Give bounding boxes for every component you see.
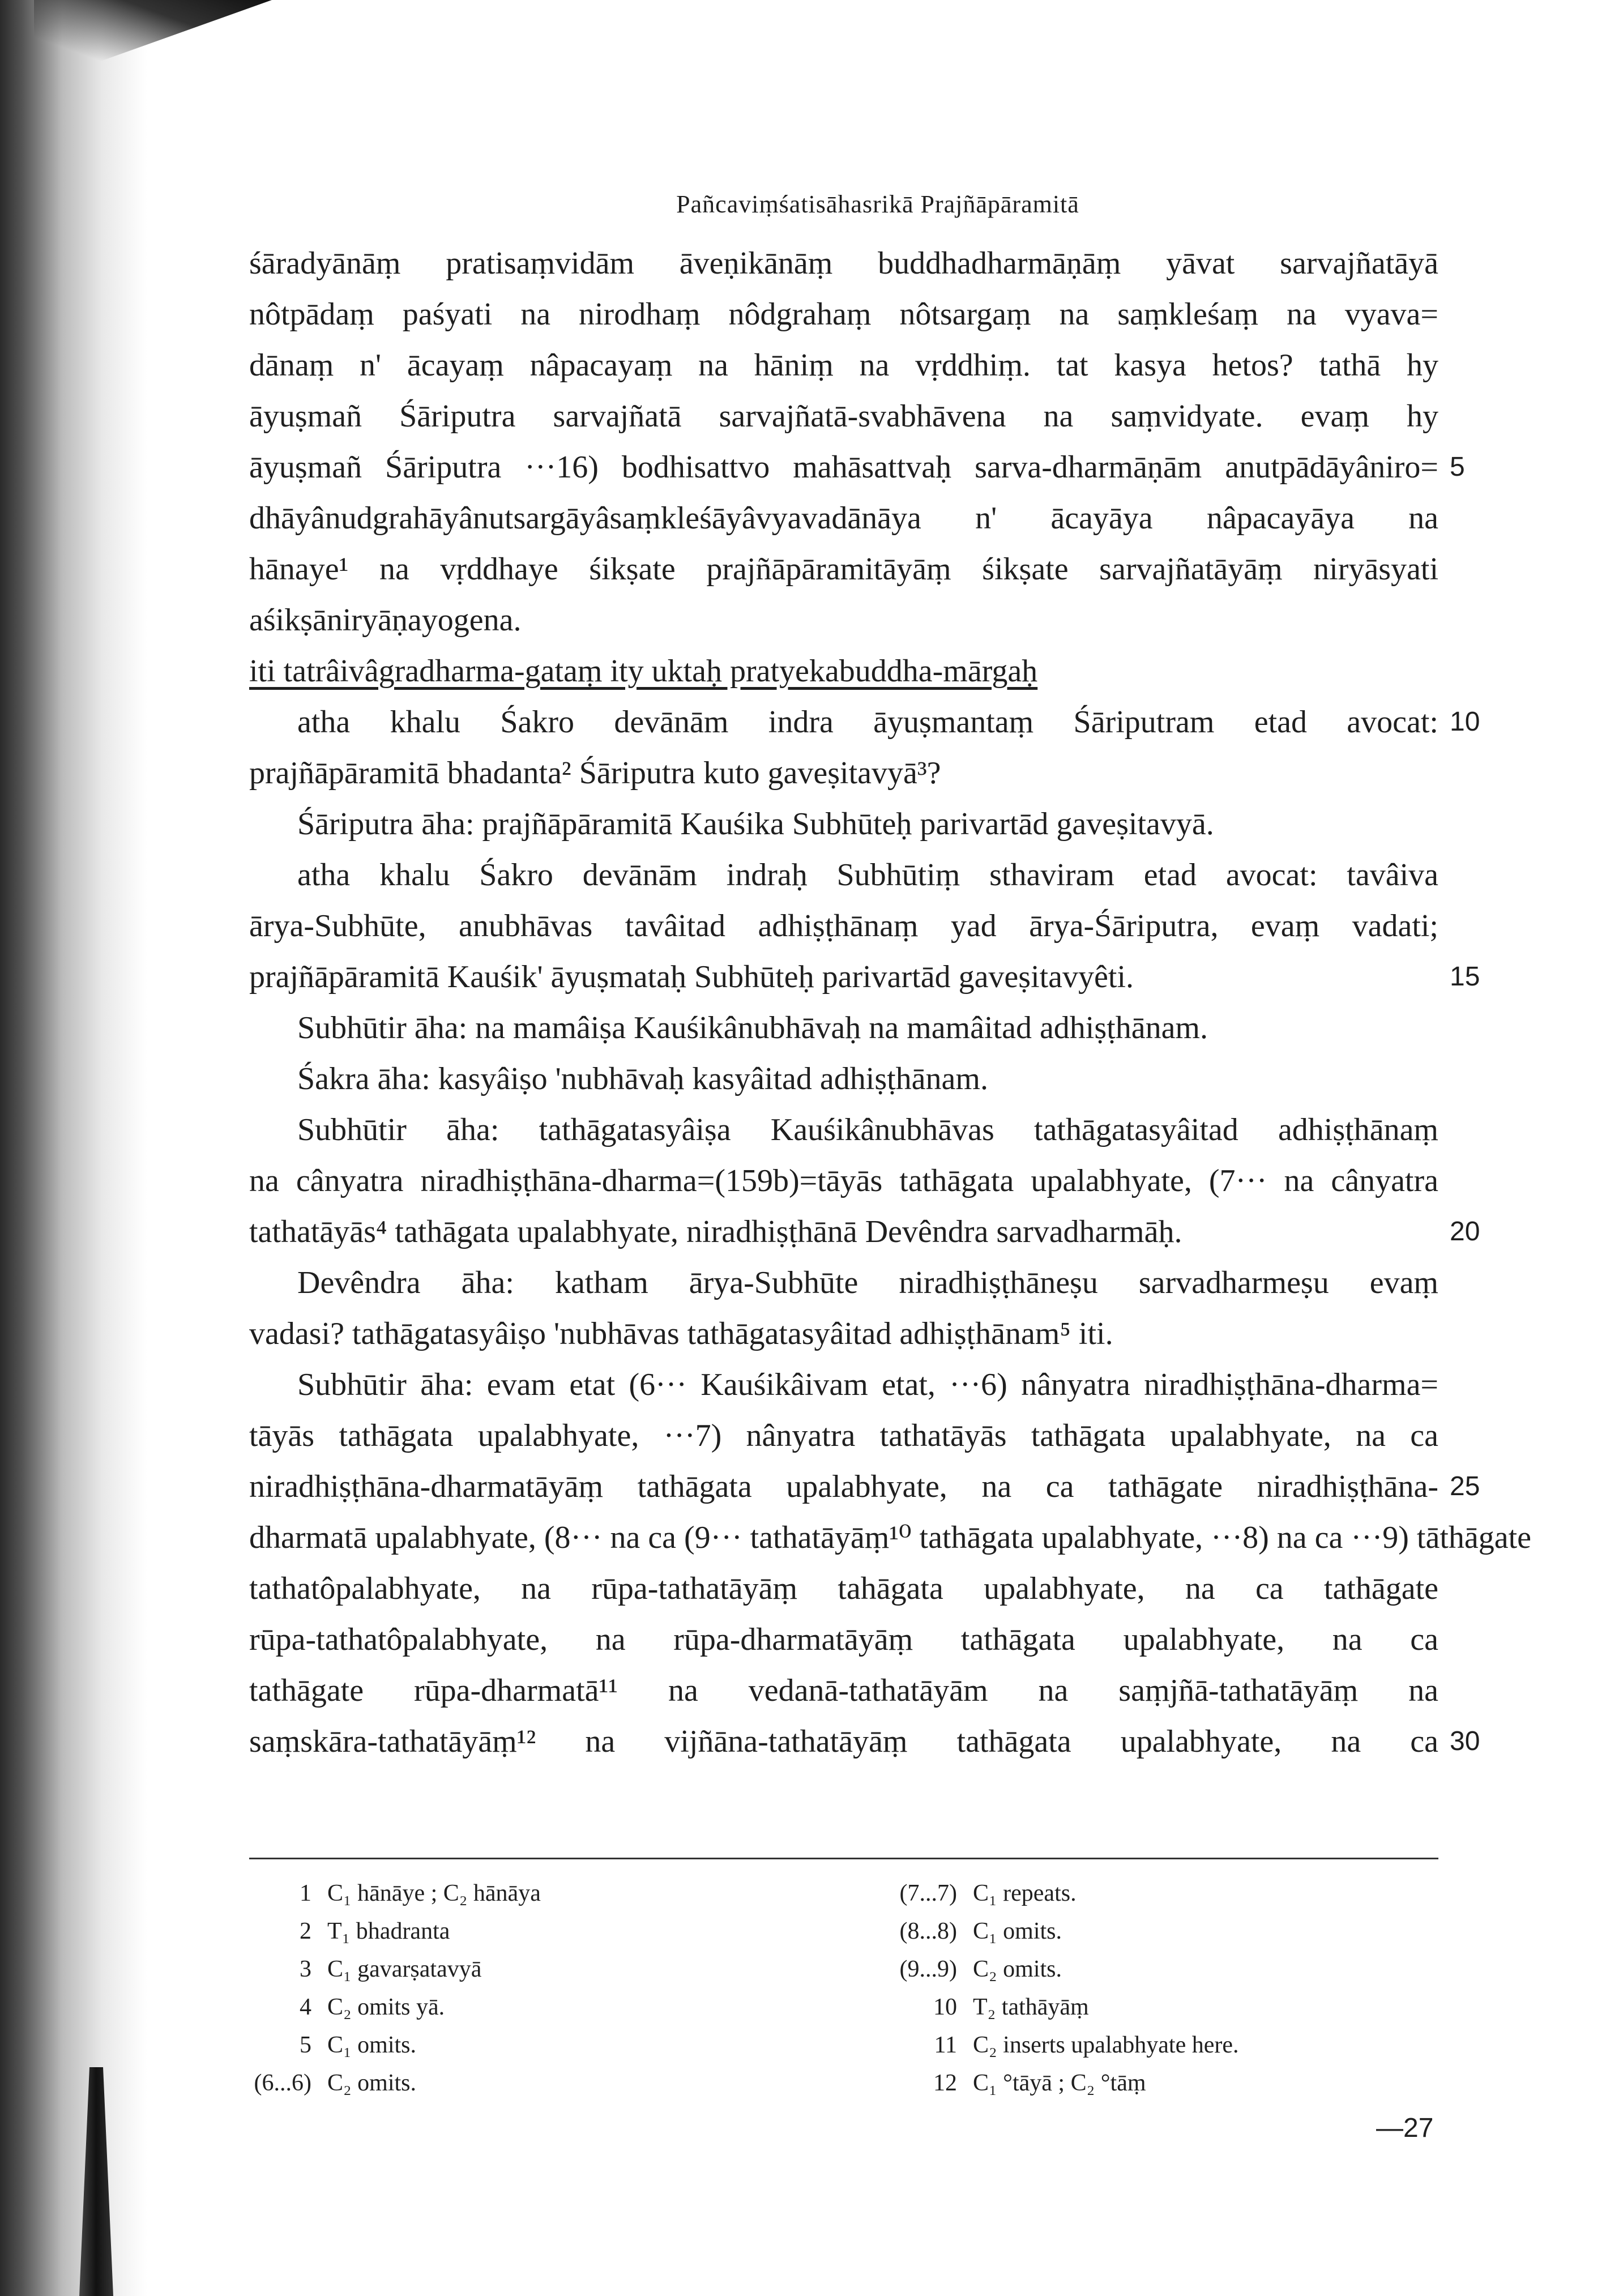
footnote-text: C₂ omits.: [327, 2070, 417, 2096]
text-line: [249, 646, 1438, 697]
footnote-key: 2: [300, 1918, 311, 1944]
text-line: [249, 1308, 1438, 1359]
footnote-key: (6...6): [254, 2070, 311, 2096]
text-line: [249, 1002, 1438, 1053]
text-line-content: tathatāyās⁴ tathāgata upalabhyate, niradhiṣṭhānā Devêndra sarvadharmāḥ.: [249, 1214, 1182, 1249]
text-line: [249, 340, 1438, 391]
line-number: 5: [1450, 452, 1465, 482]
text-line-content: saṃskāra-tathatāyāṃ¹² na vijñāna-tathatāyāṃ tathāgata upalabhyate, na ca: [249, 1724, 1438, 1759]
footnote-key: (8...8): [899, 1918, 957, 1944]
footnote-key: 4: [300, 1994, 311, 2020]
text-line-content: Śāriputra āha: prajñāpāramitā Kauśika Subhūteḥ parivartād gaveṣitavyā.: [297, 806, 1214, 842]
text-line: [249, 1461, 1480, 1512]
footnotes-left: [249, 1875, 815, 2102]
text-line: [249, 1665, 1438, 1716]
text-line-content: ārya-Subhūte, anubhāvas tavâitad adhiṣṭhānaṃ yad ārya-Śāriputra, evaṃ vadati;: [249, 908, 1438, 944]
footnote: [895, 1988, 1461, 2026]
text-line: [249, 1614, 1438, 1665]
text-line: [249, 901, 1438, 951]
page-number: —27: [1376, 2113, 1434, 2143]
text-line-content: śāradyānāṃ pratisaṃvidām āveṇikānāṃ buddhadharmāṇāṃ yāvat sarvajñatāyā: [249, 246, 1438, 281]
text-line: [249, 1563, 1438, 1614]
text-line: [249, 1359, 1438, 1410]
text-line-content: prajñāpāramitā Kauśik' āyuṣmataḥ Subhūteḥ parivartād gaveṣitavyêti.: [249, 959, 1134, 995]
footnote: [249, 2064, 815, 2102]
text-line-content: Subhūtir āha: na mamâiṣa Kauśikânubhāvaḥ na mamâitad adhiṣṭhānam.: [297, 1010, 1208, 1045]
footnote-text: C₂ omits yā.: [327, 1994, 445, 2020]
footnote-key: 3: [300, 1956, 311, 1982]
text-line-content: atha khalu Śakro devānām indraḥ Subhūtiṃ sthaviram etad avocat: tavâiva: [297, 857, 1438, 893]
text-line: [249, 1053, 1438, 1104]
text-line: [249, 391, 1438, 442]
text-line-content: Subhūtir āha: tathāgatasyâiṣa Kauśikânubhāvas tathāgatasyâitad adhiṣṭhānaṃ: [297, 1112, 1438, 1147]
text-line-content: dhāyânudgrahāyânutsargāyâsaṃkleśāyâvyavadānāya n' ācayāya nâpacayāya na: [249, 501, 1438, 536]
footnote-key: 12: [933, 2070, 957, 2096]
text-line: [249, 850, 1438, 901]
text-line-content: rūpa-tathatôpalabhyate, na rūpa-dharmatāyāṃ tathāgata upalabhyate, na ca: [249, 1622, 1438, 1657]
text-line: [249, 1206, 1480, 1257]
line-number: 10: [1450, 707, 1480, 737]
text-line: [249, 748, 1438, 799]
footnote-text: C₁ °tāyā ; C₂ °tāṃ: [973, 2070, 1146, 2096]
footnote-text: C₁ gavarṣatavyā: [327, 1956, 482, 1982]
text-line: [249, 1257, 1438, 1308]
text-line: [249, 442, 1465, 493]
text-line-content: tathāgate rūpa-dharmatā¹¹ na vedanā-tathatāyām na saṃjñā-tathatāyāṃ na: [249, 1673, 1438, 1708]
text-line-content: dharmatā upalabhyate, (8··· na ca (9··· tathatāyāṃ¹⁰ tathāgata upalabhyate, ···8) na ca ···9) tāthāgate: [249, 1520, 1532, 1555]
text-line: [249, 289, 1438, 340]
text-line-content: dānaṃ n' ācayaṃ nâpacayaṃ na hāniṃ na vṛddhiṃ. tat kasya hetos? tathā hy: [249, 348, 1438, 383]
text-line-content: Śakra āha: kasyâiṣo 'nubhāvaḥ kasyâitad adhiṣṭhānam.: [297, 1061, 988, 1096]
book-binding-shadow: [0, 0, 147, 2296]
line-number: 25: [1450, 1471, 1480, 1501]
line-number: 15: [1450, 962, 1480, 992]
footnote: [895, 1875, 1461, 1913]
text-line-content: atha khalu Śakro devānām indra āyuṣmantaṃ Śāriputram etad avocat:: [297, 705, 1438, 740]
text-line: [249, 951, 1480, 1002]
footnote-text: C₁ omits.: [973, 1918, 1062, 1944]
text-line-content: tathatôpalabhyate, na rūpa-tathatāyāṃ tahāgata upalabhyate, na ca tathāgate: [249, 1571, 1438, 1606]
footnote: [249, 2026, 815, 2064]
text-line: [249, 799, 1438, 850]
text-line-content: tāyās tathāgata upalabhyate, ···7) nânyatra tathatāyās tathāgata upalabhyate, na ca: [249, 1418, 1438, 1453]
text-line: [249, 544, 1438, 595]
footnote: [249, 1988, 815, 2026]
text-line-content: hānaye¹ na vṛddhaye śikṣate prajñāpāramitāyāṃ śikṣate sarvajñatāyāṃ niryāsyati: [249, 552, 1438, 587]
text-line-content: niradhiṣṭhāna-dharmatāyāṃ tathāgata upalabhyate, na ca tathāgate niradhiṣṭhāna-: [249, 1469, 1438, 1504]
text-line: [249, 1512, 1532, 1563]
footnote-key: (7...7): [899, 1880, 957, 1906]
footnote-text: C₂ inserts upalabhyate here.: [973, 2032, 1239, 2058]
text-line: [249, 493, 1438, 544]
text-line-content: āyuṣmañ Śāriputra sarvajñatā sarvajñatā-svabhāvena na saṃvidyate. evaṃ hy: [249, 399, 1438, 434]
footnote: [895, 2064, 1461, 2102]
footnote: [249, 1913, 815, 1951]
footnote-key: (9...9): [899, 1956, 957, 1982]
text-line-content: prajñāpāramitā bhadanta² Śāriputra kuto gaveṣitavyā³?: [249, 756, 941, 791]
binding-corner-shadow: [34, 0, 272, 68]
line-number: 30: [1450, 1726, 1480, 1756]
footnote-key: 1: [300, 1880, 311, 1906]
footnote-key: 11: [934, 2032, 957, 2058]
text-line-content: vadasi? tathāgatasyâiṣo 'nubhāvas tathāgatasyâitad adhiṣṭhānam⁵ iti.: [249, 1316, 1113, 1351]
footnote: [895, 1951, 1461, 1988]
footnote-text: T₁ bhadranta: [327, 1918, 450, 1944]
text-line: [249, 238, 1438, 289]
text-line-content: nôtpādaṃ paśyati na nirodhaṃ nôdgrahaṃ nôtsargaṃ na saṃkleśaṃ na vyava=: [249, 297, 1438, 332]
text-line-content: āyuṣmañ Śāriputra ···16) bodhisattvo mahāsattvaḥ sarva-dharmāṇām anutpādāyâniro=: [249, 450, 1438, 485]
footnote-key: 10: [933, 1994, 957, 2020]
running-head: Pañcaviṃśatisāhasrikā Prajñāpāramitā: [676, 190, 1079, 218]
text-line: [249, 1104, 1438, 1155]
text-line: [249, 1716, 1480, 1767]
footnote-text: C₁ omits.: [327, 2032, 417, 2058]
footnote-text: C₂ omits.: [973, 1956, 1062, 1982]
text-line-content: aśikṣāniryāṇayogena.: [249, 603, 522, 638]
footnote-key: 5: [300, 2032, 311, 2058]
footnote: [895, 2026, 1461, 2064]
footnote-text: C₁ hānāye ; C₂ hānāya: [327, 1880, 541, 1906]
footnote: [249, 1951, 815, 1988]
text-line: [249, 1410, 1438, 1461]
footnotes-right: [895, 1875, 1461, 2102]
footnote-text: T₂ tathāyāṃ: [973, 1994, 1089, 2020]
text-line-content: Subhūtir āha: evam etat (6··· Kauśikâivam etat, ···6) nânyatra niradhiṣṭhāna-dharma=: [297, 1367, 1438, 1402]
line-number: 20: [1450, 1217, 1480, 1247]
footnote-rule: [249, 1858, 1438, 1859]
main-text: [249, 238, 1532, 1767]
text-line-content: iti tatrâivâgradharma-gataṃ ity uktaḥ pratyekabuddha-mārgaḥ: [249, 654, 1038, 689]
text-line-content: na cânyatra niradhiṣṭhāna-dharma=(159b)=tāyās tathāgata upalabhyate, (7··· na cânyatra: [249, 1163, 1438, 1198]
text-line: [249, 697, 1480, 748]
footnote: [249, 1875, 815, 1913]
footnote: [895, 1913, 1461, 1951]
text-line-content: Devêndra āha: katham ārya-Subhūte niradhiṣṭhāneṣu sarvadharmeṣu evaṃ: [297, 1265, 1438, 1300]
footnote-text: C₁ repeats.: [973, 1880, 1077, 1906]
text-line: [249, 1155, 1438, 1206]
text-line: [249, 595, 1438, 646]
